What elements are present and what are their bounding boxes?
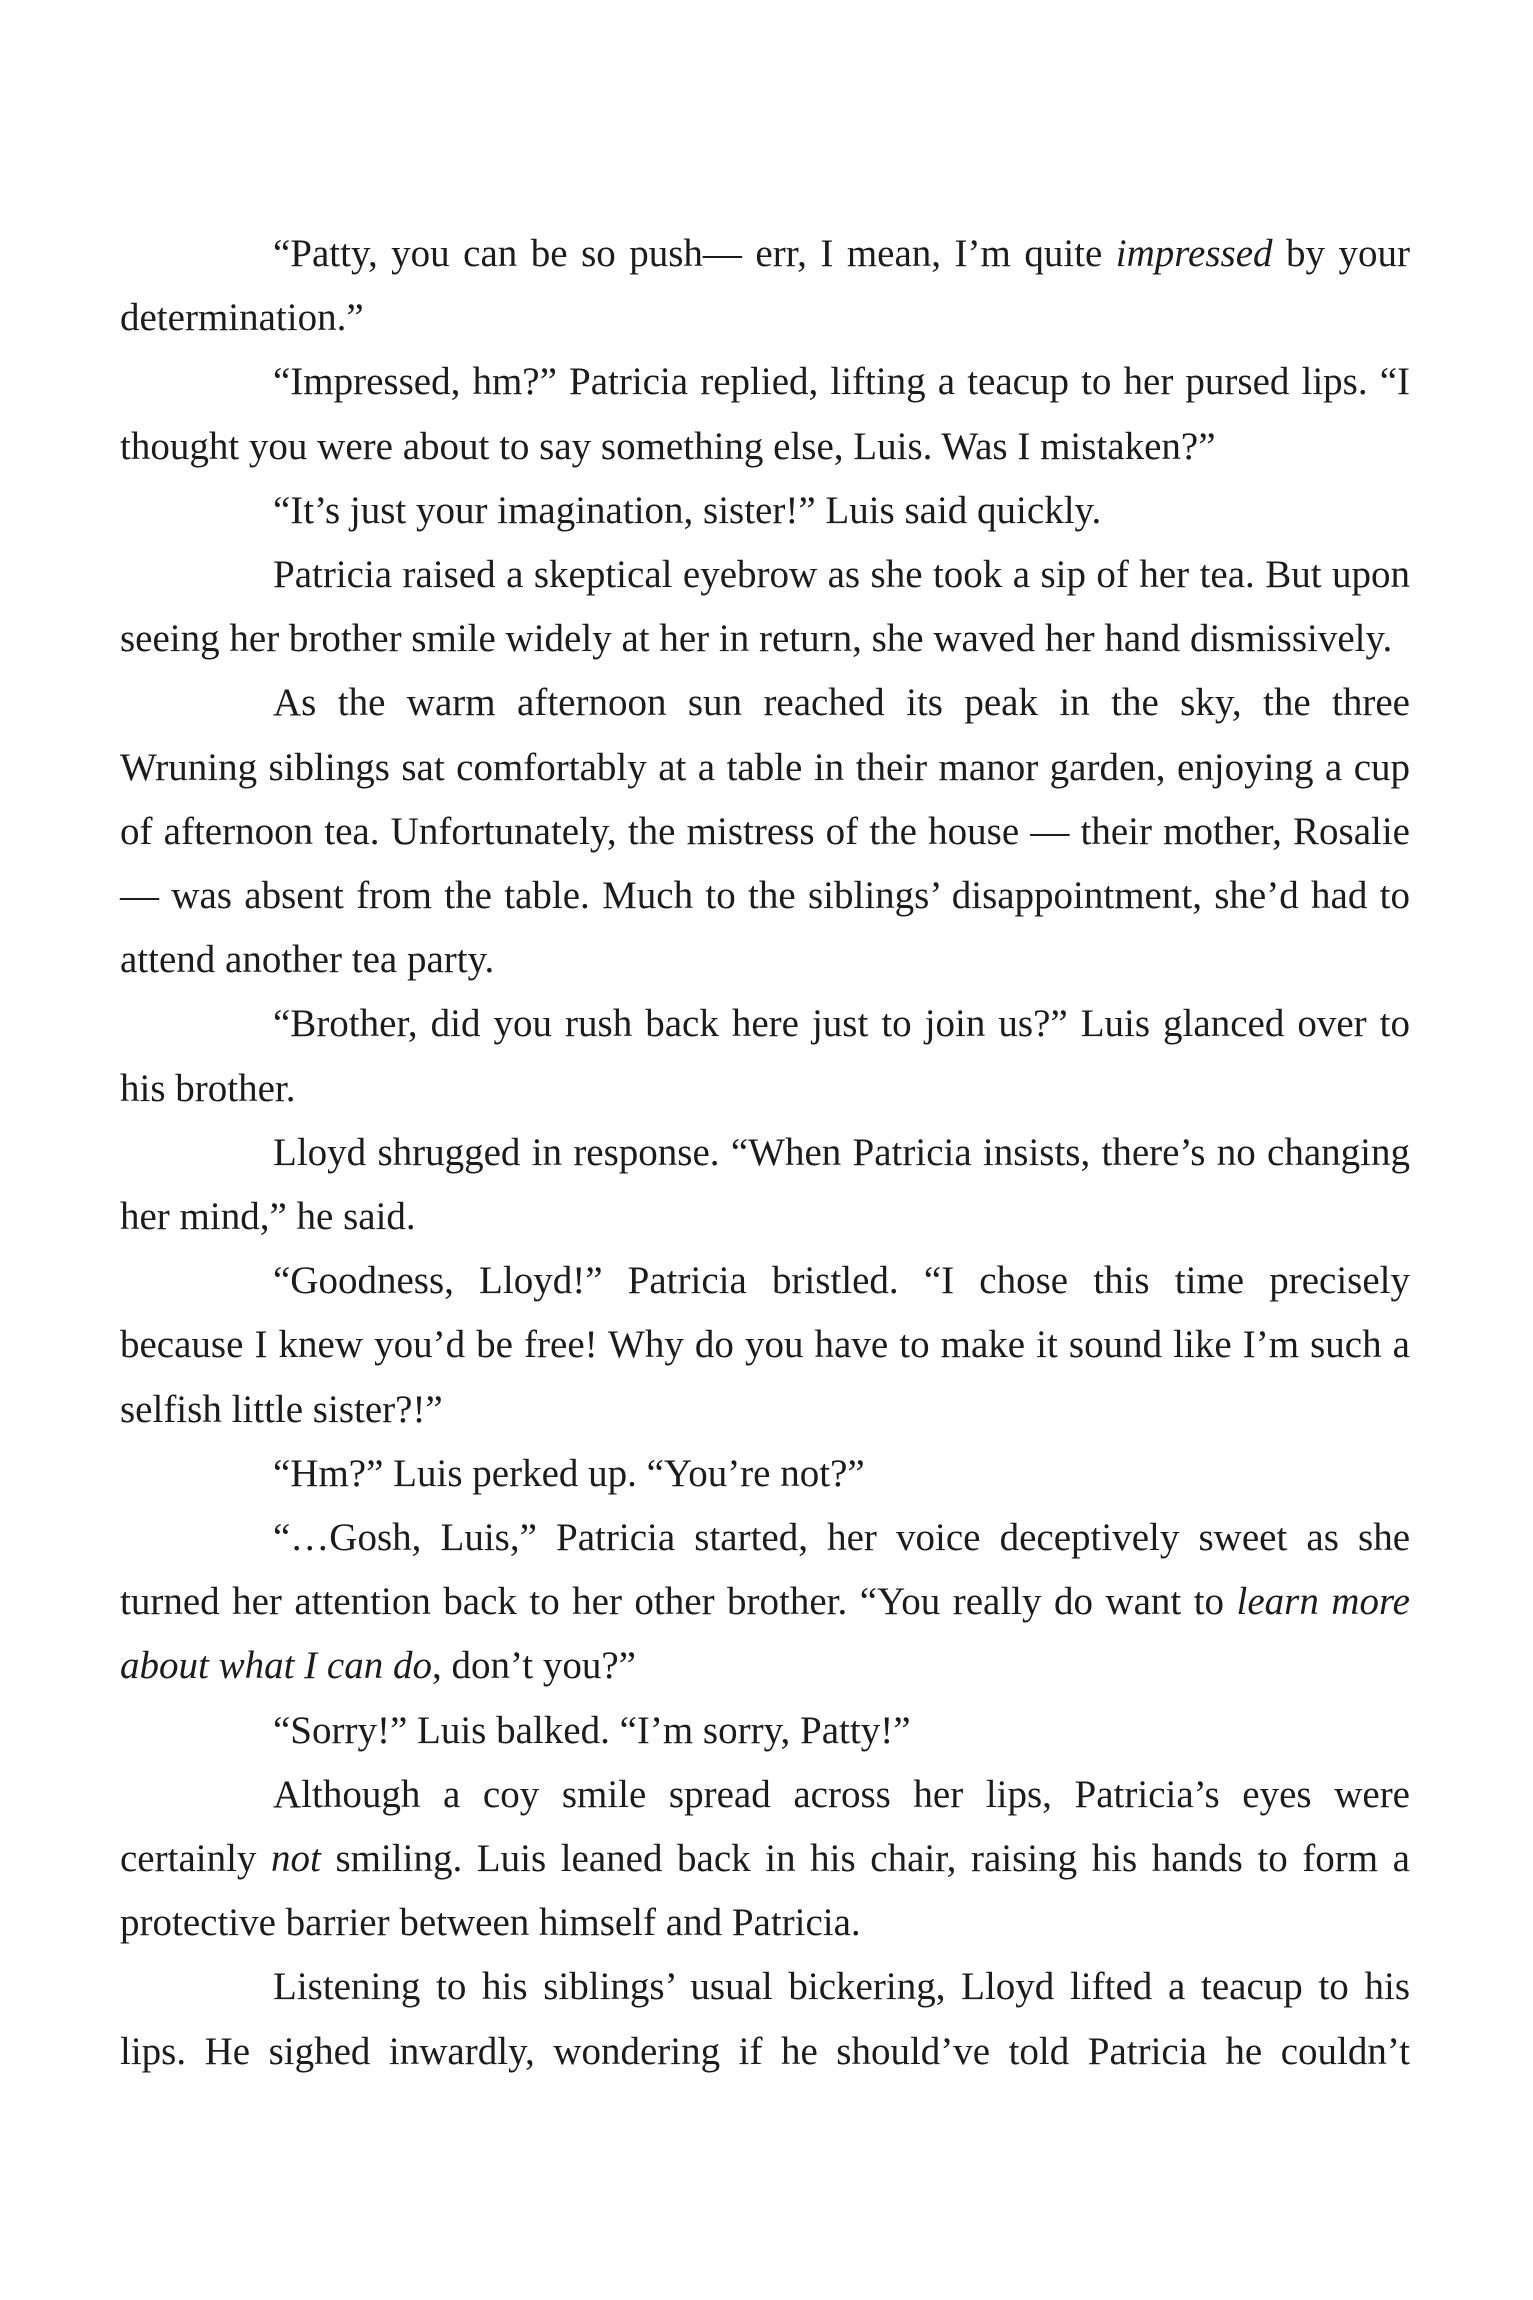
text-segment: smiling. Luis leaned back in his chair, raising his hands to form a protective barrier between himself and Patricia. (120, 1837, 1410, 1945)
italic-text-segment: impressed (1115, 232, 1273, 275)
paragraph (120, 222, 1410, 350)
text-segment: Although a coy smile spread across her lips, Patricia’s eyes were certainly (120, 1772, 1410, 1881)
paragraph (120, 671, 1410, 992)
paragraph (120, 1249, 1410, 1442)
italic-text-segment: not (271, 1837, 321, 1881)
text-segment: Listening to his siblings’ usual bickering, Lloyd lifted a teacup to his lips. He sighed inwardly, wondering if he should’ve told Patricia he couldn’t (120, 1965, 1410, 2073)
text-segment: Patricia raised a skeptical eyebrow as she took a sip of her tea. But upon seeing her brother smile widely at her in return, she waved her hand dismissively. (120, 553, 1410, 661)
paragraph (120, 543, 1410, 671)
text-segment: As the warm afternoon sun reached its peak in the sky, the three Wruning siblings sat comfortably at a table in their manor garden, enjoying a cup of afternoon tea. Unfortunately, the mistress of the house — their mother, Rosalie — was absent from the table. Much to the siblings’ disappointment, she’d had to attend another tea party. (120, 681, 1410, 982)
text-segment: Lloyd shrugged in response. “When Patricia insists, there’s no changing her mind,” he said. (120, 1130, 1410, 1239)
paragraph (120, 1442, 1410, 1506)
text-segment: “Sorry!” Luis balked. “I’m sorry, Patty!” (273, 1708, 911, 1752)
paragraph (120, 992, 1410, 1120)
paragraph (120, 479, 1410, 543)
text-segment: “…Gosh, Luis,” Patricia started, her voice deceptively sweet as she turned her attention back to her other brother. “You really do want to (120, 1516, 1410, 1624)
text-segment: “Hm?” Luis perked up. “You’re not?” (273, 1451, 865, 1495)
text-segment: “Impressed, hm?” Patricia replied, lifting a teacup to her pursed lips. “I thought you were about to say something else, Luis. Was I mistaken?” (120, 360, 1410, 468)
text-segment: “Patty, you can be so push— err, I mean, I’m quite (273, 232, 1116, 275)
paragraph (120, 1121, 1410, 1249)
paragraph (120, 1506, 1410, 1699)
text-segment: by your determination.” (120, 232, 1410, 340)
text-segment: , don’t you?” (431, 1644, 636, 1688)
text-segment: “It’s just your imagination, sister!” Luis said quickly. (273, 488, 1102, 532)
text-segment: “Brother, did you rush back here just to join us?” Luis glanced over to his brother. (120, 1002, 1410, 1110)
text-segment: “Goodness, Lloyd!” Patricia bristled. “I chose this time precisely because I knew you’d be free! Why do you have to make it sound like I’m such a selfish little sister?!” (120, 1259, 1410, 1431)
paragraph (120, 1955, 1410, 2083)
paragraph (120, 350, 1410, 478)
paragraph (120, 1763, 1410, 1956)
paragraph (120, 1699, 1410, 1763)
italic-text-segment: learn more about what I can do (120, 1580, 1410, 1688)
book-page-text (120, 222, 1410, 2084)
